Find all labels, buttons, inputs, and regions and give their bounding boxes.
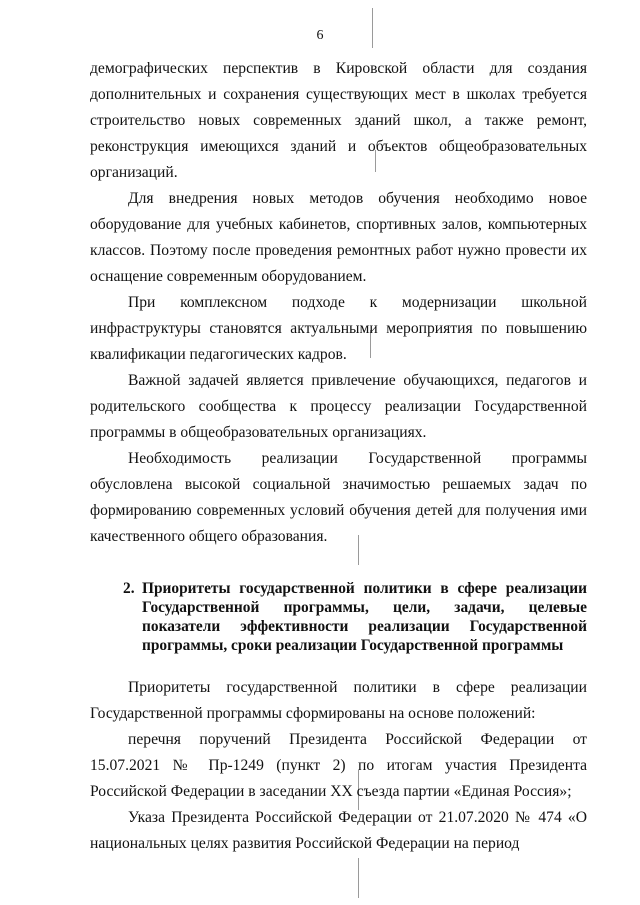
paragraph-continuation: демографических перспектив в Кировской области для создания дополнительных и сохранения существующих мест в школах требуется строительство новых современных зданий школ, а также ремонт, реконструкция имеющихся зданий и объектов общеобразовательных организаций. (90, 60, 587, 181)
section-heading (90, 579, 587, 655)
page-number: 6 (316, 28, 324, 43)
document-body (90, 56, 587, 857)
paragraph-president-orders: перечня поручений Президента Российской Федерации от 15.07.2021 № Пр-1249 (пункт 2) по итогам участия Президента Российской Федерации в заседании XX съезда партии «Единая Россия»; (90, 731, 587, 800)
paragraph-necessity: Необходимость реализации Государственной программы обусловлена высокой социальной значимостью решаемых задач по формированию современных условий обучения детей для получения ими качественного общего образования. (90, 450, 587, 545)
paragraph-decree: Указа Президента Российской Федерации от 21.07.2020 № 474 «О национальных целях развития Российской Федерации на период (90, 809, 587, 852)
paragraph-community: Важной задачей является привлечение обучающихся, педагогов и родительского сообщества к процессу реализации Государственной программы в общеобразовательных организациях. (90, 372, 587, 441)
section-spacer (90, 550, 587, 579)
section-number: 2. (123, 580, 135, 597)
paragraph-staff-training: При комплексном подходе к модернизации школьной инфраструктуры становятся актуальными мероприятия по повышению квалификации педагогических кадров. (90, 294, 587, 363)
scan-artifact-line (372, 8, 373, 48)
section-title: Приоритеты государственной политики в сфере реализации Государственной программы, цели, задачи, целевые показатели эффективности реализации Государственной программы, сроки реализации Государственной программы (142, 580, 587, 654)
scan-artifact-line (358, 858, 359, 898)
paragraph-priorities: Приоритеты государственной политики в сфере реализации Государственной программы сформированы на основе положений: (90, 679, 587, 722)
paragraph-equipment: Для внедрения новых методов обучения необходимо новое оборудование для учебных кабинетов, спортивных залов, компьютерных классов. Поэтому после проведения ремонтных работ нужно провести их оснащение современным оборудованием. (90, 190, 587, 285)
